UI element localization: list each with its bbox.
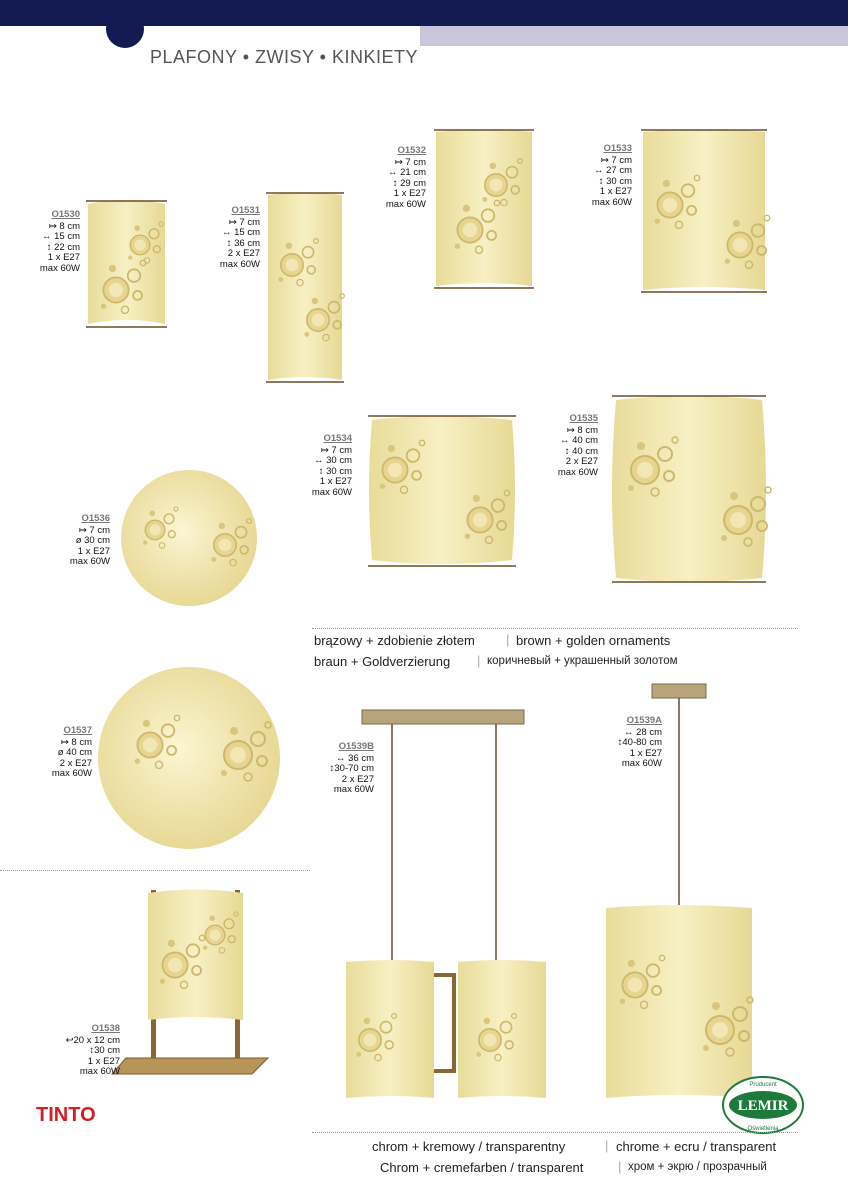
spec-height: ↕ 22 cm xyxy=(46,241,80,253)
product-spec-o1538 xyxy=(50,1024,120,1078)
spec-depth: ↦ 7 cm xyxy=(228,216,260,228)
product-code: O1531 xyxy=(231,205,260,216)
product-code: O1539B xyxy=(338,741,374,752)
spec-width: ↔ 21 cm xyxy=(387,167,426,178)
finish-brown-en: brown + golden ornaments xyxy=(516,633,671,648)
spec-power: max 60W xyxy=(79,1066,120,1077)
lamp-o1536 xyxy=(121,470,257,606)
lamp-o1539b xyxy=(346,710,546,1098)
lamp-o1532 xyxy=(434,129,534,288)
product-spec-o1539b xyxy=(310,742,374,796)
product-code: O1536 xyxy=(81,513,110,524)
spec-diameter: ø 30 cm xyxy=(75,535,110,546)
product-code: O1532 xyxy=(397,145,426,156)
spec-bulb: 1 x E27 xyxy=(87,1055,120,1067)
product-code: O1535 xyxy=(569,413,598,424)
spec-depth: ↦ 8 cm xyxy=(60,736,92,748)
spec-height: ↕ 30 cm xyxy=(598,175,632,187)
lemir-logo xyxy=(720,1074,806,1136)
spec-bulb: 1 x E27 xyxy=(47,252,80,263)
finish-chrome-de: Chrom + cremefarben / transparent xyxy=(380,1160,584,1175)
spec-height: ↕ 40 cm xyxy=(564,445,598,457)
spec-power: max 60W xyxy=(51,768,92,779)
logo-ring-bottom: Oświetlenia xyxy=(747,1126,779,1132)
finish-brown-de: braun + Goldverzierung xyxy=(314,654,451,669)
finish-brown-ru: коричневый + украшенный золотом xyxy=(487,655,678,667)
spec-bulb: 2 x E27 xyxy=(227,248,260,259)
finish-chrome-pl: chrom + kremowy / transparentny xyxy=(372,1139,566,1154)
product-spec-o1535 xyxy=(540,414,598,478)
logo-text: LEMIR xyxy=(737,1098,789,1114)
spec-depth: ↦ 8 cm xyxy=(48,220,80,232)
spec-width: ↔ 27 cm xyxy=(593,165,632,176)
product-code: O1538 xyxy=(91,1023,120,1034)
product-spec-o1532 xyxy=(366,146,426,210)
lamp-o1530 xyxy=(86,200,167,327)
spec-power: max 60W xyxy=(69,556,110,567)
finish-chrome-ru: хром + экрю / прозрачный xyxy=(628,1161,767,1173)
spec-depth: ↦ 7 cm xyxy=(78,524,110,536)
spec-bulb: 1 x E27 xyxy=(319,476,352,487)
product-spec-o1531 xyxy=(200,206,260,270)
product-spec-o1537 xyxy=(36,726,92,780)
divider-chrome-finish xyxy=(312,1132,798,1133)
spec-width: ↔ 40 cm xyxy=(559,435,598,446)
separator: | xyxy=(605,1138,609,1153)
spec-diameter: ø 40 cm xyxy=(57,747,92,758)
finish-brown-pl: brązowy + zdobienie złotem xyxy=(314,633,475,648)
spec-power: max 60W xyxy=(385,198,426,210)
spec-depth: ↦ 7 cm xyxy=(394,156,426,168)
lamp-o1538 xyxy=(112,890,268,1075)
spec-power: max 60W xyxy=(219,258,260,270)
spec-power: max 60W xyxy=(311,486,352,498)
product-spec-o1539a xyxy=(596,716,662,770)
product-code: O1537 xyxy=(63,725,92,736)
spec-power: max 60W xyxy=(39,262,80,274)
lamp-o1533 xyxy=(641,129,770,292)
spec-width: ↔ 30 cm xyxy=(313,455,352,466)
series-name: TINTO xyxy=(36,1104,96,1126)
spec-power: max 60W xyxy=(591,196,632,208)
spec-bulb: 2 x E27 xyxy=(59,757,92,769)
spec-depth: ↦ 7 cm xyxy=(320,444,352,456)
spec-power: max 60W xyxy=(333,784,374,795)
lamp-o1534 xyxy=(368,416,516,566)
product-spec-o1533 xyxy=(572,144,632,208)
logo-ring-top: Producent xyxy=(749,1082,777,1088)
spec-power: max 60W xyxy=(557,466,598,478)
spec-power: max 60W xyxy=(621,758,662,769)
spec-bulb: 2 x E27 xyxy=(565,456,598,467)
product-spec-o1530 xyxy=(24,210,80,274)
spec-height: ↕ 30 cm xyxy=(318,465,352,477)
spec-height: ↕30-70 cm xyxy=(329,763,374,774)
section-title: PLAFONY • ZWISY • KINKIETY xyxy=(150,47,418,67)
separator: | xyxy=(477,653,481,668)
spec-depth: ↦ 7 cm xyxy=(600,154,632,166)
product-code: O1539A xyxy=(626,715,662,726)
spec-width: ↔ 36 cm xyxy=(335,752,374,764)
spec-height: ↕40-80 cm xyxy=(617,737,662,748)
separator: | xyxy=(506,632,510,647)
spec-bulb: 1 x E27 xyxy=(77,545,110,557)
spec-width: ↔ 28 cm xyxy=(623,726,662,738)
separator: | xyxy=(618,1159,622,1174)
product-spec-o1534 xyxy=(296,434,352,498)
spec-height: ↕ 29 cm xyxy=(392,177,426,189)
spec-width: ↔ 15 cm xyxy=(41,231,80,242)
divider-brown-finish xyxy=(312,628,798,629)
spec-depth: ↦ 8 cm xyxy=(566,424,598,436)
product-code: O1534 xyxy=(323,433,352,444)
divider-left xyxy=(0,870,310,871)
finish-chrome-en: chrome + ecru / transparent xyxy=(616,1139,777,1154)
product-spec-o1536 xyxy=(54,514,110,568)
spec-height: ↕ 36 cm xyxy=(226,237,260,249)
spec-bulb: 1 x E27 xyxy=(629,747,662,759)
spec-height: ↕30 cm xyxy=(89,1045,120,1056)
spec-width: ↔ 15 cm xyxy=(221,227,260,238)
lamp-o1531 xyxy=(266,193,344,383)
product-code: O1533 xyxy=(603,143,632,154)
spec-base: ↩20 x 12 cm xyxy=(65,1034,120,1046)
spec-bulb: 1 x E27 xyxy=(393,188,426,199)
lamp-o1537 xyxy=(98,667,280,849)
spec-bulb: 1 x E27 xyxy=(599,186,632,197)
product-code: O1530 xyxy=(51,209,80,220)
spec-bulb: 2 x E27 xyxy=(341,773,374,785)
lamp-o1535 xyxy=(612,396,771,582)
